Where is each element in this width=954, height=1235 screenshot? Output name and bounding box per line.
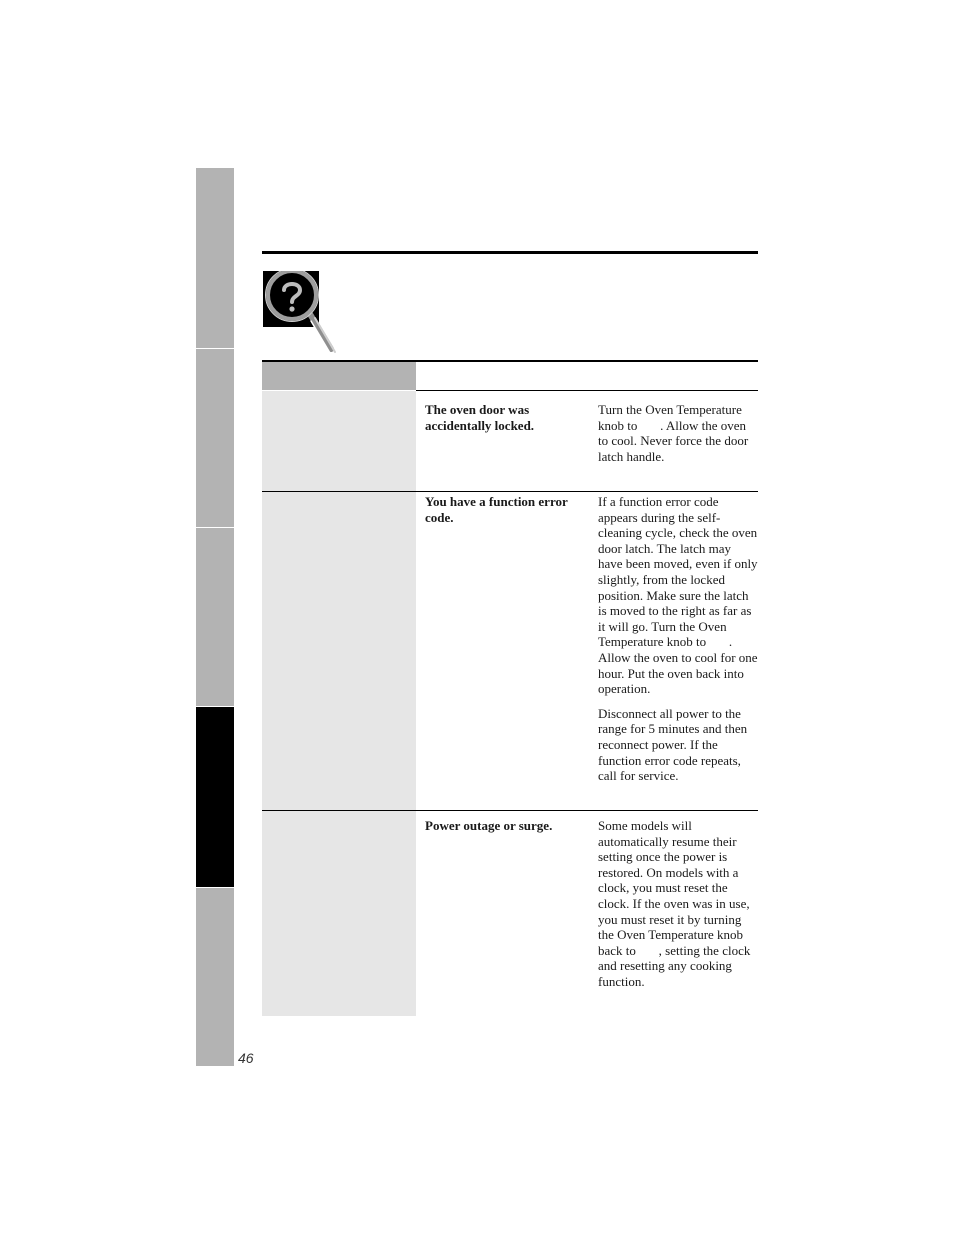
- table-header-problem-cell: [262, 362, 416, 390]
- side-tab-3: [196, 528, 234, 706]
- side-tab-5: [196, 888, 234, 1066]
- fix-2-paragraph-1: If a function error code appears during the self-cleaning cycle, check the oven door latch. The latch may have been moved, even if only slightly, from the locked position. Make sure the latch is moved to the right as far as it will go. Turn the Oven Temperature knob to . Allow the oven to cool for one hour. Put the oven back into operation.: [598, 494, 761, 697]
- problem-cell-2: [262, 492, 416, 810]
- fix-1: [598, 402, 758, 464]
- cause-1: The oven door was accidentally locked.: [425, 402, 535, 433]
- side-tab-1: [196, 168, 234, 348]
- side-tab-2: [196, 349, 234, 527]
- cause-2: You have a function error code.: [425, 494, 568, 525]
- magnifying-glass-question-icon: [263, 271, 343, 361]
- problem-cell-3: [262, 811, 416, 1016]
- page-number: 46: [238, 1050, 254, 1066]
- problem-cell-1: [262, 391, 416, 491]
- top-rule: [262, 251, 758, 254]
- cause-3: Power outage or surge.: [425, 818, 553, 833]
- fix-2-paragraph-2: Disconnect all power to the range for 5 minutes and then reconnect power. If the function error code repeats, call for service.: [598, 705, 748, 784]
- fix-1-paragraph-1: Turn the Oven Temperature knob to . Allow the oven to cool. Never force the door latch handle.: [598, 402, 752, 464]
- fix-2: [598, 494, 761, 784]
- table-header-bottom-rule: [416, 390, 758, 391]
- fix-3: [598, 818, 758, 990]
- side-tab-4-active: [196, 707, 234, 887]
- fix-3-paragraph-1: Some models will automatically resume their setting once the power is restored. On models with a clock, you must reset the clock. If the oven was in use, you must reset it by turning the Oven Temperature knob back to , setting the clock and resetting any cooking function.: [598, 818, 754, 989]
